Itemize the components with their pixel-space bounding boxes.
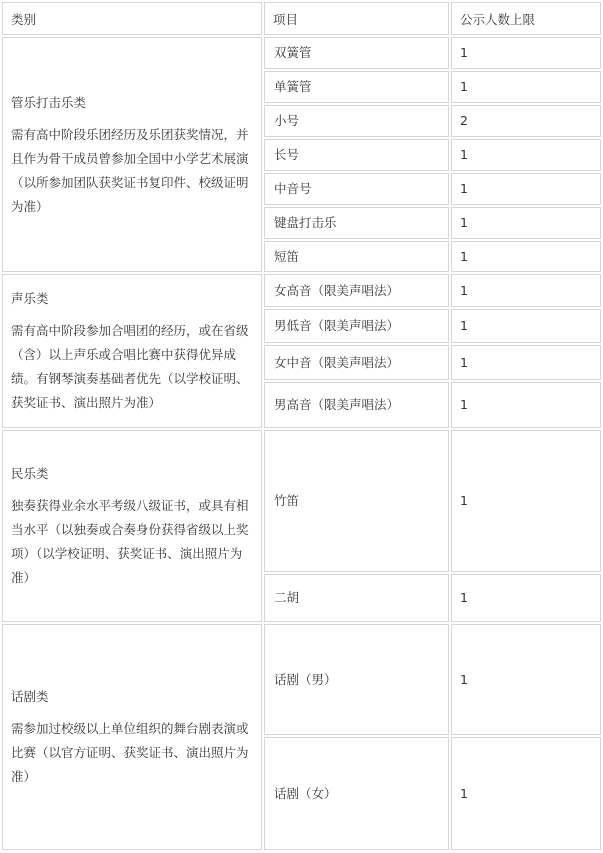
item-name: 竹笛 [264, 430, 449, 572]
item-limit: 2 [451, 105, 601, 137]
item-limit: 1 [451, 241, 601, 272]
item-limit: 1 [451, 737, 601, 850]
category-title: 话剧类 [11, 689, 49, 704]
item-limit: 1 [451, 345, 601, 380]
item-name: 双簧管 [264, 37, 449, 69]
category-cell-drama [2, 624, 262, 850]
item-name: 女高音（限美声唱法） [264, 274, 449, 307]
item-name: 男低音（限美声唱法） [264, 309, 449, 343]
item-name: 中音号 [264, 173, 449, 205]
item-limit: 1 [451, 382, 601, 428]
item-name: 长号 [264, 139, 449, 171]
item-name: 二胡 [264, 574, 449, 622]
category-title: 民乐类 [11, 466, 49, 481]
header-limit: 公示人数上限 [451, 2, 601, 35]
item-name: 小号 [264, 105, 449, 137]
item-limit: 1 [451, 274, 601, 307]
category-cell-folk [2, 430, 262, 622]
item-limit: 1 [451, 37, 601, 69]
item-limit: 1 [451, 624, 601, 735]
item-limit: 1 [451, 207, 601, 239]
header-item: 项目 [264, 2, 449, 35]
category-cell-vocal [2, 274, 262, 428]
item-name: 单簧管 [264, 71, 449, 103]
item-name: 女中音（限美声唱法） [264, 345, 449, 380]
category-description: 需参加过校级以上单位组织的舞台剧表演或比赛（以官方证明、获奖证书、演出照片为准） [11, 721, 249, 784]
item-name: 短笛 [264, 241, 449, 272]
item-name: 话剧（男） [264, 624, 449, 735]
item-name: 男高音（限美声唱法） [264, 382, 449, 428]
item-limit: 1 [451, 430, 601, 572]
item-name: 话剧（女） [264, 737, 449, 850]
category-description: 独奏获得业余水平考级八级证书，或具有相当水平（以独奏或合奏身份获得省级以上奖项）（以学校证明、获奖证书、演出照片为准） [11, 498, 249, 585]
category-description: 需有高中阶段乐团经历及乐团获奖情况，并且作为骨干成员曾参加全国中小学艺术展演（以所参加团队获奖证书复印件、校级证明为准） [11, 126, 249, 214]
category-description: 需有高中阶段参加合唱团的经历，或在省级（含）以上声乐或合唱比赛中获得优异成绩。有钢琴演奏基础者优先（以学校证明、获奖证书、演出照片为准） [11, 323, 249, 410]
item-limit: 1 [451, 173, 601, 205]
item-limit: 1 [451, 139, 601, 171]
item-limit: 1 [451, 71, 601, 103]
item-name: 键盘打击乐 [264, 207, 449, 239]
header-category: 类别 [2, 2, 262, 35]
item-limit: 1 [451, 309, 601, 343]
item-limit: 1 [451, 574, 601, 622]
category-title: 管乐打击乐类 [11, 94, 87, 110]
category-cell-wind-percussion [2, 37, 262, 272]
category-title: 声乐类 [11, 291, 49, 306]
